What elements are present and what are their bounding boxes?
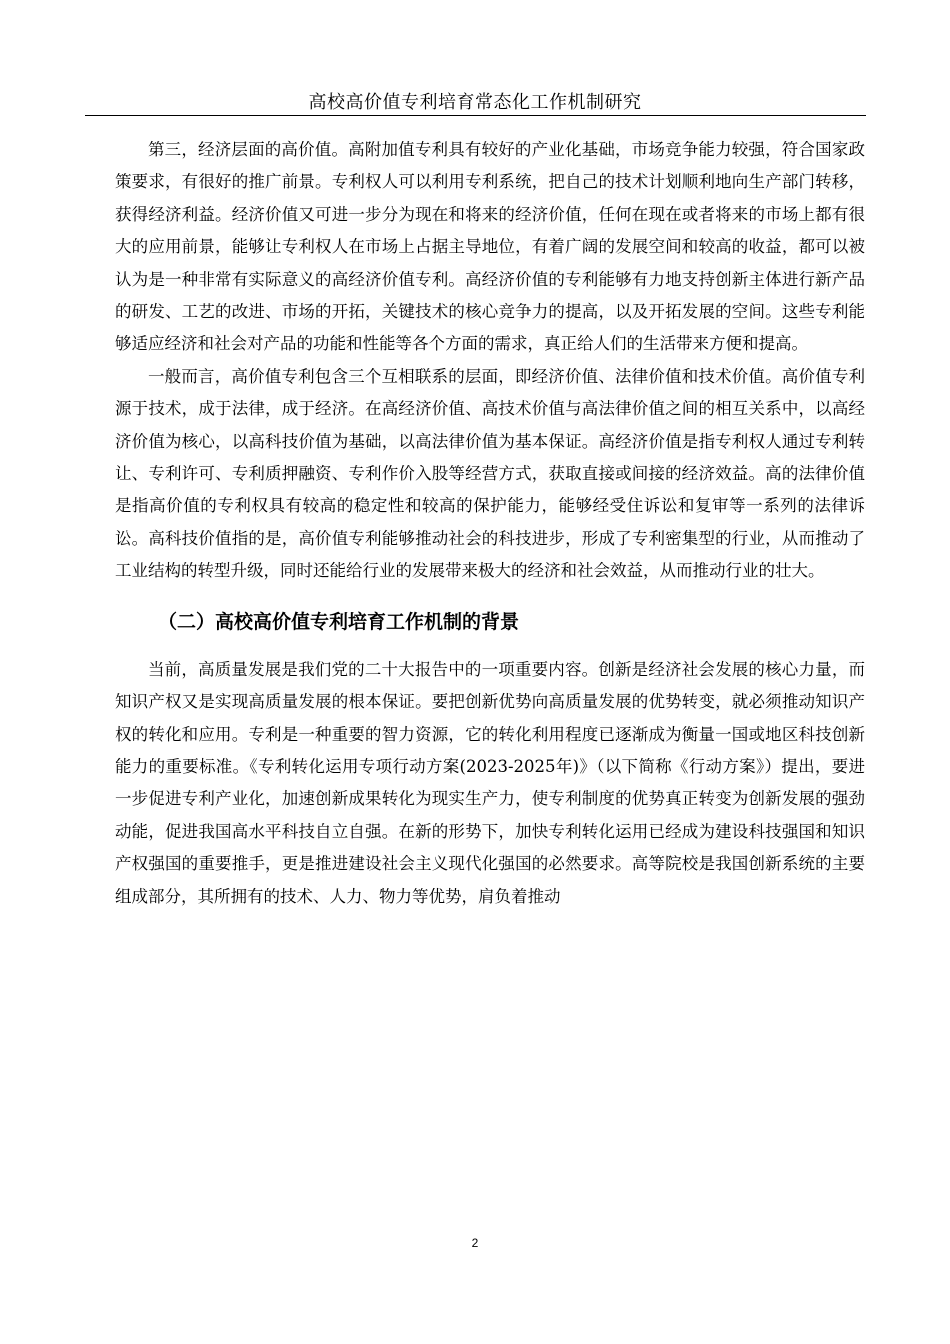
paragraph-background: 当前，高质量发展是我们党的二十大报告中的一项重要内容。创新是经济社会发展的核心力量，而知识产权又是实现高质量发展的根本保证。要把创新优势向高质量发展的优势转变，就必须推动知识产权的转化和应用。专利是一种重要的智力资源，它的转化利用程度已逐渐成为衡量一国或地区科技创新能力的重要标准。《专利转化运用专项行动方案(2023-2025年)》（以下简称《行动方案》）提出，要进一步促进专利产业化，加速创新成果转化为现实生产力，使专利制度的优势真正转变为创新发展的强劲动能，促进我国高水平科技自立自强。在新的形势下，加快专利转化运用已经成为建设科技强国和知识产权强国的重要推手，更是推进建设社会主义现代化强国的必然要求。高等院校是我国创新系统的主要组成部分，其所拥有的技术、人力、物力等优势，肩负着推动: [115, 659, 865, 906]
header-divider: [85, 115, 866, 116]
paragraph-economic-value: 第三，经济层面的高价值。高附加值专利具有较好的产业化基础，市场竞争能力较强，符合国家政策要求，有很好的推广前景。专利权人可以利用专利系统，把自己的技术计划顺利地向生产部门转移，获得经济利益。经济价值又可进一步分为现在和将来的经济价值，任何在现在或者将来的市场上都有很大的应用前景，能够让专利权人在市场上占据主导地位，有着广阔的发展空间和较高的收益，都可以被认为是一种非常有实际意义的高经济价值专利。高经济价值的专利能够有力地支持创新主体进行新产品的研发、工艺的改进、市场的开拓，关键技术的核心竞争力的提高，以及开拓发展的空间。这些专利能够适应经济和社会对产品的功能和性能等各个方面的需求，真正给人们的生活带来方便和提高。: [115, 140, 865, 354]
document-body: [115, 134, 865, 913]
paragraph-three-levels: 一般而言，高价值专利包含三个互相联系的层面，即经济价值、法律价值和技术价值。高价值专利源于技术，成于法律，成于经济。在高经济价值、高技术价值与高法律价值之间的相互关系中，以高经济价值为核心，以高科技价值为基础，以高法律价值为基本保证。高经济价值是指专利权人通过专利转让、专利许可、专利质押融资、专利作价入股等经营方式，获取直接或间接的经济效益。高的法律价值是指高价值的专利权具有较高的稳定性和较高的保护能力，能够经受住诉讼和复审等一系列的法律诉讼。高科技价值指的是，高价值专利能够推动社会的科技进步，形成了专利密集型的行业，从而推动了工业结构的转型升级，同时还能给行业的发展带来极大的经济和社会效益，从而推动行业的壮大。: [115, 366, 865, 581]
section-heading: （二）高校高价值专利培育工作机制的背景: [158, 610, 520, 633]
page-header-title: 高校高价值专利培育常态化工作机制研究: [308, 92, 642, 113]
page-number: 2: [471, 1236, 479, 1250]
